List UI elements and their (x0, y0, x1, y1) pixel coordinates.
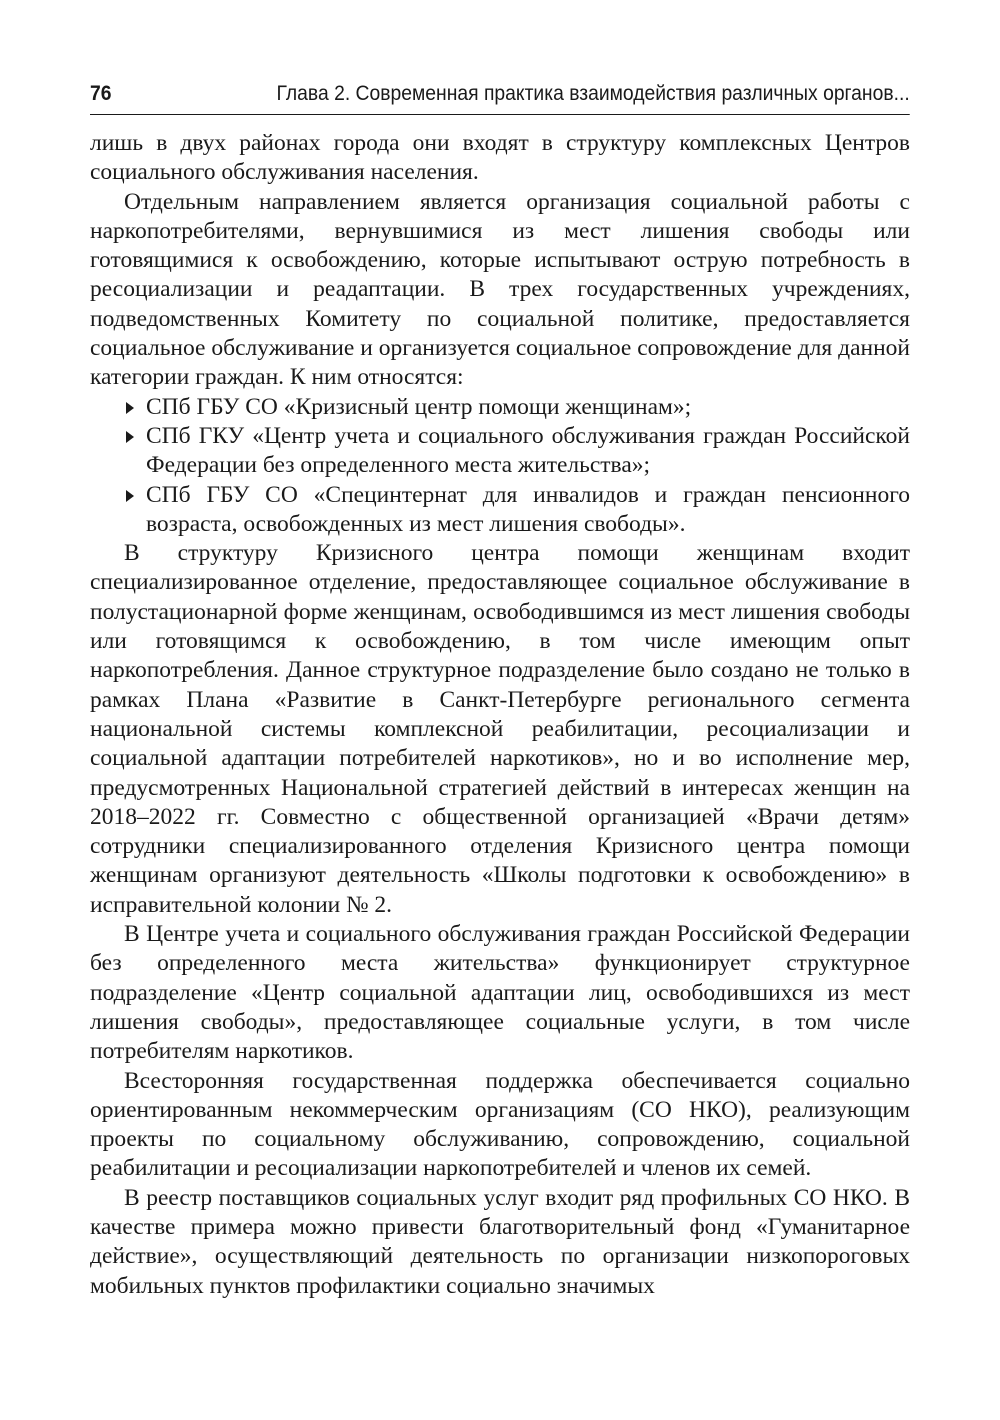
paragraph: Отдельным направлением является организация социальной работы с наркопотребителями, вернувшимися из мест лишения свободы или готовящимися к освобождению, которые испытывают острую потребность в ресоциализации и реадаптации. В трех государственных учреждениях, подведомственных Комитету по социальной политике, предоставляется социальное обслуживание и организуется социальное сопровождение для данной категории граждан. К ним относятся: (90, 188, 910, 391)
list-item (90, 422, 910, 481)
running-header (90, 80, 910, 115)
triangle-bullet-icon (126, 431, 134, 443)
page-number: 76 (90, 82, 112, 105)
paragraph: В реестр поставщиков социальных услуг входит ряд профильных СО НКО. В качестве примера можно привести благотворительный фонд «Гуманитарное действие», осуществляющий деятельность по организации низкопороговых мобильных пунктов профилактики социально значимых (90, 1184, 910, 1299)
triangle-bullet-icon (126, 490, 134, 502)
institution-list (90, 393, 910, 539)
body-text (90, 129, 910, 1301)
triangle-bullet-icon (126, 402, 134, 414)
paragraph: В структуру Кризисного центра помощи женщинам входит специализированное отделение, предоставляющее социальное обслуживание в полустационарной форме женщинам, освободившимся из мест лишения свободы или готовящимся к освобождению, в том числе имеющим опыт наркопотребления. Данное структурное подразделение было создано не только в рамках Плана «Развитие в Санкт-Петербурге регионального сегмента национальной системы комплексной реабилитации, ресоциализации и социальной адаптации потребителей наркотиков», но и во исполнение мер, предусмотренных Национальной стратегией действий в интересах женщин на 2018–2022 гг. Совместно с общественной организацией «Врачи детям» сотрудники специализированного отделения Кризисного центра помощи женщинам организуют деятельность «Школы подготовки к освобождению» в исправительной колонии № 2. (90, 540, 910, 918)
chapter-title: Глава 2. Современная практика взаимодействия различных органов... (276, 82, 910, 105)
list-item (90, 481, 910, 540)
list-item (90, 393, 910, 422)
paragraph: В Центре учета и социального обслуживания граждан Российской Федерации без определенного места жительства» функционирует структурное подразделение «Центр социальной адаптации лиц, освободившихся из мест лишения свободы», предоставляющее социальные услуги, в том числе потребителям наркотиков. (90, 921, 910, 1065)
list-item-text: СПб ГКУ «Центр учета и социального обслуживания граждан Российской Федерации без определенного места жительства»; (146, 422, 910, 479)
paragraph: Всесторонняя государственная поддержка обеспечивается социально ориентированным некоммерческим организациям (СО НКО), реализующим проекты по социальному обслуживанию, сопровождению, социальной реабилитации и ресоциализации наркопотребителей и членов их семей. (90, 1067, 910, 1182)
list-item-text: СПб ГБУ СО «Кризисный центр помощи женщинам»; (146, 393, 692, 420)
book-page (90, 80, 910, 1301)
paragraph-continuation: лишь в двух районах города они входят в структуру комплексных Центров социального обслуживания населения. (90, 130, 910, 186)
list-item-text: СПб ГБУ СО «Специнтернат для инвалидов и граждан пенсионного возраста, освобожденных из мест лишения свободы». (146, 481, 910, 537)
